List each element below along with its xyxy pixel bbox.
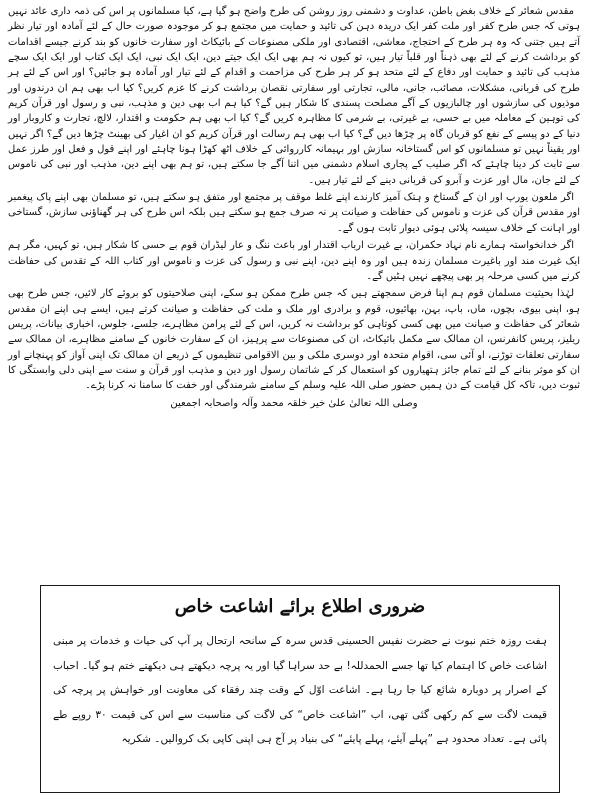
closing-prayer: وصلی اللہ تعالیٰ علیٰ خیر خلقہ محمد وآلہ واصحابہ اجمعین bbox=[170, 397, 418, 409]
notice-box bbox=[40, 585, 560, 793]
article-paragraph: اگر ملعون یورپ اور ان کے گستاخ و ہتک آمیز کارندے اپنے غلط موقف پر مجتمع اور متفق ہو سکتے ہیں، تو مسلمان بھی اپنے پاک پیغمبر اور مقدس قرآن کی عزت و ناموس کی حفاظت و صیانت پر نہ صرف جمع ہو سکتے ہیں بلکہ اس طرح کی ہر گھناؤنی سازش، گستاخی اور اہانت کے خلاف سیسہ پلائی ہوئی دیوار ثابت ہوں گے۔ bbox=[8, 192, 580, 234]
article-paragraph: اگر خدانخواستہ ہمارے نام نہاد حکمران، بے غیرت ارباب اقتدار اور باعث ننگ و عار لیڈران قوم بے حسی کا شکار ہیں، تو کہیں، مگر ہم ایک غیرت مند اور باغیرت مسلمان زندہ ہیں اور وہ اپنے دین، اپنے نبی و رسول کی عزت و ناموس اور کتاب اللہ کے تقدس کی حفاظت کرنے میں کسی مرحلہ پر بھی پیچھے نہیں ہٹیں گے۔ bbox=[8, 240, 580, 282]
notice-text: ہفت روزہ ختم نبوت نے حضرت نفیس الحسینی قدس سرہ کے سانحہ ارتحال پر آپ کی حیات و خدمات پر مبنی اشاعت خاص کا اہتمام کیا تھا جسے الحمدللہ! بے حد سراہا گیا اور یہ پرچہ دیکھتے ہی دیکھتے ختم ہو گیا۔ احباب کے اصرار پر دوبارہ شائع کیا جا رہا ہے۔ اشاعت اوّل کے وقت چند رفقاء کی معاونت اور خواہش پر پرچہ کی قیمت لاگت سے کم رکھی گئی تھی، اب ”اشاعت خاص“ کی لاگت کی مناسبت سے اس کی قیمت ۳۰ روپے طے پائی ہے۔ تعداد محدود ہے ”پہلے آیئے، پہلے پایئے“ کی بنیاد پر آج ہی اپنی کاپی بک کروالیں۔ شکریہ bbox=[53, 635, 547, 745]
article-paragraph: لہٰذا بحیثیت مسلمان قوم ہم اپنا فرض سمجھتے ہیں کہ جس طرح ممکن ہو سکے، اپنی صلاحیتوں کو بروئے کار لائیں، جس طرح بھی ہو، اپنی بیوی، بچوں، ماں، باپ، بہن، بھائیوں، قوم و برادری اور ملک و ملت کی حفاظت و صیانت کرتے ہیں، ایسے ہی اپنے ان مقدس شعائر کی حفاظت و صیانت میں بھی کسی کوتاہی کو برداشت نہ کریں، اس کے لئے پرامن مظاہرے، جلسے، جلوس، اخباری بیانات، پریس ریلیز، پریس کانفرنس، ان ممالک سے مکمل بائیکاٹ، ان کی مصنوعات سے پرہیز، ان کے سفارت خانوں کے سامنے مظاہرے، ان ممالک سے سفارتی تعلقات توڑنے، او آئی سی، اقوام متحدہ اور دوسری ملکی و بین الاقوامی تنظیموں کے ذریعے ان ممالک تک اپنی آواز کو پہنچانے اور ان کو موثر بنانے کے لئے تمام جائز ہتھیاروں کو استعمال کر کے شاتمان رسول اور دین و مذہب اور قرآن و سنت سے اپنی دلی وابستگی کا ثبوت دیں، تاکہ کل قیامت کے دن ہمیں حضور صلی اللہ علیہ وسلم کے سامنے شرمندگی اور خفت کا سامنا نہ کرنا پڑے۔ bbox=[8, 288, 580, 392]
notice-title: ضروری اطلاع برائے اشاعت خاص bbox=[174, 596, 426, 617]
article-body bbox=[8, 4, 580, 413]
article-paragraph: مقدس شعائر کے خلاف بغض باطن، عداوت و دشمنی روز روشن کی طرح واضح ہو گیا ہے، کیا مسلمانوں پر اس کی ذمہ داری عائد نہیں ہوتی کہ جس طرح کفر اور ملت کفر ایک دریدہ دہن کی تائید و حمایت میں مجتمع ہو کر موجودہ صورت حال کے لئے آمادہ اور تیار نظر آتے ہیں جتنی کہ وہ ہر طرح کے احتجاج، معاشی، اقتصادی اور ملکی مصنوعات کے بائیکاٹ اور سفارت خانوں کو بند کرنے جیسے اقدامات کو برداشت کرنے کے لئے بھی ذہناً اور قلباً تیار ہیں، تو کیوں نہ ہم بھی ایک ایک جیتے دین، ایک ایک نبی، ایک ایک کتاب اور ایک ایک سچے مذہب کی تائید و حمایت اور دفاع کے لئے متحد ہو کر ہر طرح کی مزاحمت و اقدام کے لئے تیار اور آمادہ ہو جائیں؟ اور اس کے لئے ہر طرح کی قربانی، مشکلات، مصائب، جانی، مالی، تجارتی اور سفارتی نقصان برداشت کرنے کا عزم کریں؟ کیا اب بھی ہم ان درندوں اور موذیوں کی سازشوں اور چالبازیوں کے آگے مصلحت پسندی کا شکار ہیں گے؟ کیا ہم اب بھی دین و مذہب، نبی و رسول اور قرآن کریم کی توہین کے معاملہ میں بے حسی، بے غیرتی، بے شرمی کا مظاہرہ کریں گے؟ کیا اب بھی ہم حکومت و اقتدار، لالچ، تجارت و کاروبار اور دنیا کے دو پیسے کے نفع کو قربان گاہ پر چڑھا دیں گے؟ کیا اب بھی ہم رسالت اور قرآن کریم کو ان اغیار کی بھینٹ چڑھا دیں گے؟ اگر نہیں اور یقیناً نہیں تو مسلمانوں کو اس گستاخانہ سازش اور بہیمانہ کارروائی کے خلاف اٹھ کھڑا ہونا چاہئے اور اپنے قول و فعل اور طرز عمل سے ثابت کر دینا چاہئے کہ اگر صلیب کے پجاری اسلام دشمنی میں اتنا آگے جا سکتے ہیں، تو ہم بھی اپنے دین، مذہب اور نبی کی ناموس کے لئے جان، مال اور عزت و آبرو کی قربانی دینے کے لئے تیار ہیں۔ bbox=[8, 6, 580, 186]
